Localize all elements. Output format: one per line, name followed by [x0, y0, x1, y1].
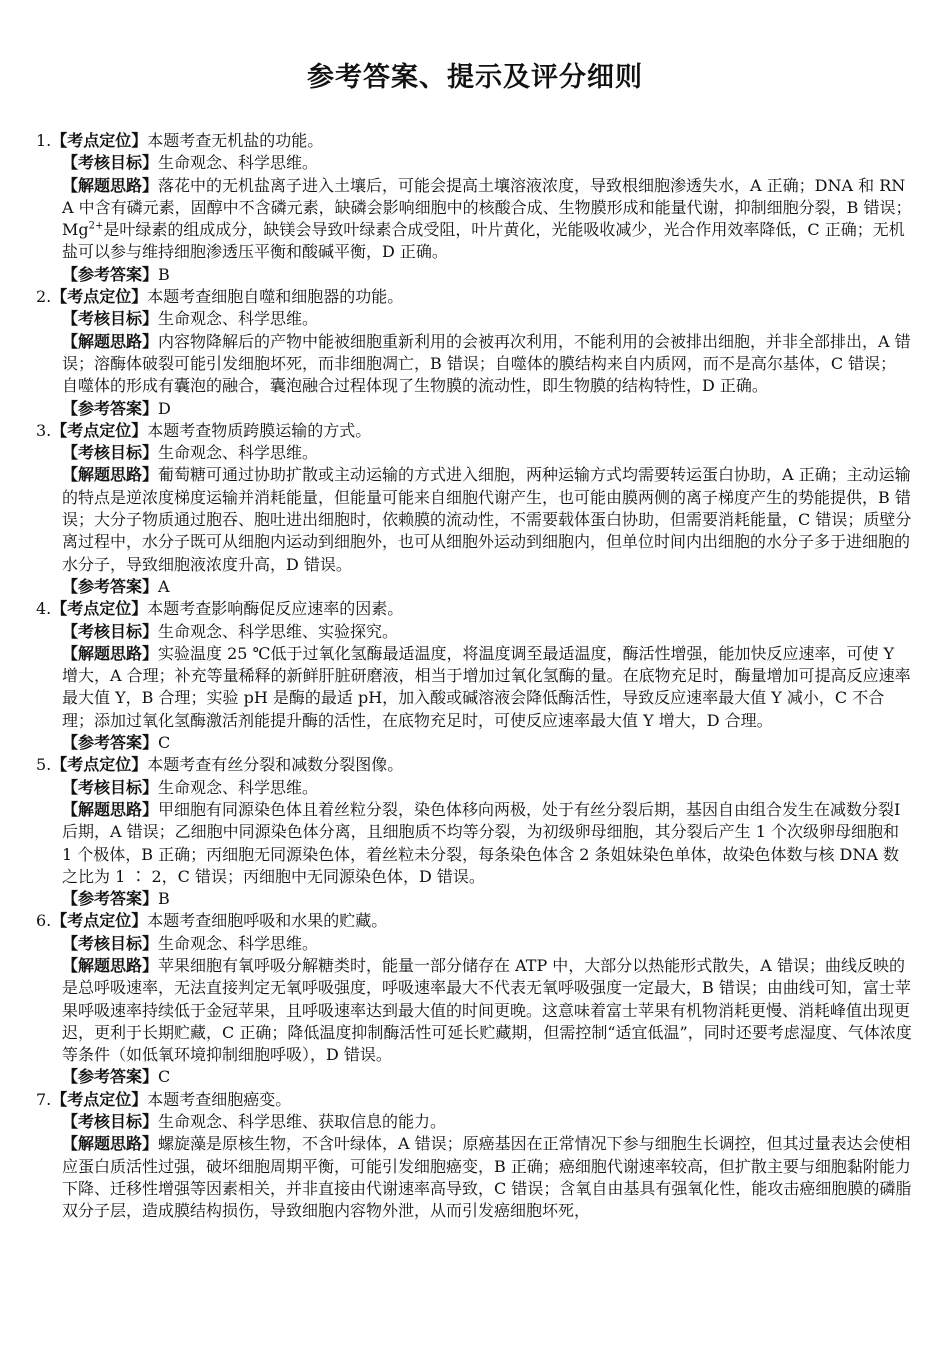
idea-label: 【解题思路】 — [62, 643, 159, 663]
idea-text: 苹果细胞有氧呼吸分解糖类时，能量一部分储存在 ATP 中，大部分以热能形式散失，A 错误；曲线反映的是总呼吸速率，无法直接判定无氧呼吸强度，呼吸速率最大不代表无氧呼吸强度一定最大，B 错误；由曲线可知，富士苹果呼吸速率持续低于金冠苹果，且呼吸速率达到最大值的时间更晚。这意味着富士苹果有机物消耗更慢、消耗峰值出现更迟，更利于长期贮藏，C 正确；降低温度抑制酶活性可延长贮藏期，但需控制“适宜低温”，同时还要考虑湿度、气体浓度等条件（如低氧环境抑制细胞呼吸），D 错误。 — [62, 955, 912, 1065]
idea-line — [36, 464, 912, 575]
goal-label: 【考核目标】 — [62, 933, 159, 953]
point-line — [36, 420, 912, 442]
point-label: 【考点定位】 — [51, 1089, 148, 1109]
ion-charge-superscript: 2+ — [88, 220, 104, 232]
question-item-3 — [36, 420, 912, 598]
idea-label: 【解题思路】 — [62, 331, 159, 351]
idea-text: 葡萄糖可通过协助扩散或主动运输的方式进入细胞，两种运输方式均需要转运蛋白协助，A 正确；主动运输的特点是逆浓度梯度运输并消耗能量，但能量可能来自细胞代谢产生，也可能由膜两侧的离子梯度产生的势能提供，B 错误；大分子物质通过胞吞、胞吐进出细胞时，依赖膜的流动性，不需要载体蛋白协助，但需要消耗能量，C 错误；质壁分离过程中，水分子既可从细胞内运动到细胞外，也可从细胞外运动到细胞内，但单位时间内出细胞的水分子多于进细胞的水分子，导致细胞液浓度升高，D 错误。 — [62, 465, 912, 574]
point-line — [36, 130, 912, 152]
goal-line — [36, 152, 912, 174]
question-number: 2. — [36, 287, 52, 307]
point-label: 【考点定位】 — [51, 131, 148, 150]
question-item-5 — [36, 754, 912, 910]
question-item-7 — [36, 1089, 912, 1223]
goal-text: 生命观念、科学思维、实验探究。 — [158, 621, 399, 641]
question-item-1 — [36, 130, 912, 286]
point-text: 本题考查细胞呼吸和水果的贮藏。 — [147, 911, 388, 931]
goal-line — [36, 442, 912, 464]
question-item-2 — [36, 286, 912, 420]
answer-label: 【参考答案】 — [62, 1067, 159, 1087]
answer-label: 【参考答案】 — [62, 576, 159, 596]
question-number: 5. — [36, 755, 52, 775]
goal-text: 生命观念、科学思维、获取信息的能力。 — [158, 1112, 447, 1132]
point-line — [36, 910, 912, 932]
idea-line — [36, 955, 912, 1066]
idea-line — [36, 331, 912, 398]
page-title: 参考答案、提示及评分细则 — [307, 62, 643, 93]
answer-line — [36, 576, 912, 598]
answer-value: B — [158, 264, 170, 284]
point-line — [36, 286, 912, 308]
idea-text-part2: 是叶绿素的组成成分，缺镁会导致叶绿素合成受阻，叶片黄化，光能吸收减少，光合作用效率降低，C 正确；无机盐可以参与维持细胞渗透压平衡和酸碱平衡，D 正确。 — [62, 220, 905, 262]
point-line — [36, 1089, 912, 1111]
goal-label: 【考核目标】 — [62, 1112, 159, 1132]
idea-text-part1: 落花中的无机盐离子进入土壤后，可能会提高土壤溶液浓度，导致根细胞渗透失水，A 正确；DNA 和 RNA 中含有磷元素，固醇中不含磷元素，缺磷会影响细胞中的核酸合成、生物膜形成和能量代谢，抑制细胞分裂，B 错误；Mg — [62, 175, 912, 240]
idea-text: 螺旋藻是原核生物，不含叶绿体，A 错误；原癌基因在正常情况下参与细胞生长调控，但其过量表达会使相应蛋白质活性过强，破坏细胞周期平衡，可能引发细胞癌变，B 正确；癌细胞代谢速率较高，但扩散主要与细胞黏附能力下降、迁移性增强等因素相关，并非直接由代谢速率高导致，C 错误；含氧自由基具有强氧化性，能攻击癌细胞膜的磷脂双分子层，造成膜结构损伤，导致细胞内容物外泄，从而引发癌细胞坏死， — [62, 1134, 912, 1221]
idea-text: 实验温度 25 ℃低于过氧化氢酶最适温度，将温度调至最适温度，酶活性增强，能加快反应速率，可使 Y 增大，A 合理；补充等量稀释的新鲜肝脏研磨液，相当于增加过氧化氢酶的量。在底物充足时，酶量增加可提高反应速率最大值 Y，B 合理；实验 pH 是酶的最适 pH，加入酸或碱溶液会降低酶活性，导致反应速率最大值 Y 减小，C 不合理；添加过氧化氢酶激活剂能提升酶的活性，在底物充足时，可使反应速率最大值 Y 增大，D 合理。 — [62, 643, 911, 730]
idea-text: 内容物降解后的产物中能被细胞重新利用的会被再次利用，不能利用的会被排出细胞，并非全部排出，A 错误；溶酶体破裂可能引发细胞坏死，而非细胞凋亡，B 错误；自噬体的膜结构来自内质网，而不是高尔基体，C 错误；自噬体的形成有囊泡的融合，囊泡融合过程体现了生物膜的流动性，即生物膜的结构特性，D 正确。 — [62, 331, 911, 396]
goal-text: 生命观念、科学思维。 — [158, 777, 319, 797]
idea-line — [36, 1133, 912, 1222]
idea-text: 甲细胞有同源染色体且着丝粒分裂，染色体移向两极，处于有丝分裂后期，基因自由组合发生在减数分裂Ⅰ后期，A 错误；乙细胞中同源染色体分离，且细胞质不均等分裂，为初级卵母细胞，其分裂后产生 1 个次级卵母细胞和 1 个极体，B 正确；丙细胞无同源染色体，着丝粒未分裂，每条染色体含 2 条姐妹染色单体，故染色体数与核 DNA 数之比为 1 ∶ 2，C 错误；丙细胞中无同源染色体，D 错误。 — [62, 799, 901, 886]
goal-label: 【考核目标】 — [62, 443, 159, 463]
answer-label: 【参考答案】 — [62, 733, 159, 753]
answer-line — [36, 732, 912, 754]
point-line — [36, 598, 912, 620]
point-line — [36, 754, 912, 776]
question-number: 4. — [36, 599, 52, 619]
answer-value: C — [158, 1067, 171, 1087]
point-label: 【考点定位】 — [51, 599, 148, 619]
idea-line — [36, 643, 912, 732]
question-number: 3. — [36, 420, 52, 440]
idea-label: 【解题思路】 — [62, 1134, 159, 1154]
point-label: 【考点定位】 — [51, 755, 148, 775]
answer-value: C — [158, 733, 171, 753]
idea-line — [36, 799, 912, 888]
point-text: 本题考查影响酶促反应速率的因素。 — [147, 599, 404, 619]
answer-value: D — [158, 398, 171, 418]
answer-label: 【参考答案】 — [62, 889, 159, 909]
answer-value: A — [158, 576, 170, 596]
goal-line — [36, 933, 912, 955]
goal-label: 【考核目标】 — [62, 777, 159, 797]
goal-line — [36, 621, 912, 643]
point-text: 本题考查物质跨膜运输的方式。 — [147, 420, 372, 440]
idea-label: 【解题思路】 — [62, 175, 159, 195]
goal-line — [36, 777, 912, 799]
answer-value: B — [158, 889, 170, 909]
idea-label: 【解题思路】 — [62, 799, 159, 819]
point-text: 本题考查有丝分裂和减数分裂图像。 — [147, 755, 404, 775]
question-number: 6. — [36, 911, 52, 931]
goal-text: 生命观念、科学思维。 — [158, 153, 319, 173]
goal-label: 【考核目标】 — [62, 309, 159, 329]
question-item-6 — [36, 910, 912, 1088]
point-label: 【考点定位】 — [51, 287, 148, 307]
answer-list — [36, 130, 912, 1223]
idea-line — [36, 175, 912, 264]
goal-text: 生命观念、科学思维。 — [158, 443, 319, 463]
point-label: 【考点定位】 — [51, 911, 148, 931]
answer-line — [36, 1066, 912, 1088]
answer-label: 【参考答案】 — [62, 264, 159, 284]
goal-label: 【考核目标】 — [62, 621, 159, 641]
answer-line — [36, 888, 912, 910]
question-number: 1. — [36, 131, 52, 150]
goal-text: 生命观念、科学思维。 — [158, 309, 319, 329]
goal-label: 【考核目标】 — [62, 153, 159, 173]
answer-line — [36, 264, 912, 286]
idea-label: 【解题思路】 — [62, 465, 159, 485]
point-label: 【考点定位】 — [51, 420, 148, 440]
answer-line — [36, 398, 912, 420]
question-number: 7. — [36, 1089, 52, 1109]
goal-line — [36, 1111, 912, 1133]
idea-label: 【解题思路】 — [62, 955, 159, 975]
answer-label: 【参考答案】 — [62, 398, 159, 418]
goal-text: 生命观念、科学思维。 — [158, 933, 319, 953]
point-text: 本题考查细胞自噬和细胞器的功能。 — [147, 287, 404, 307]
question-item-4 — [36, 598, 912, 754]
goal-line — [36, 308, 912, 330]
point-text: 本题考查无机盐的功能。 — [147, 131, 324, 150]
point-text: 本题考查细胞癌变。 — [147, 1089, 292, 1109]
